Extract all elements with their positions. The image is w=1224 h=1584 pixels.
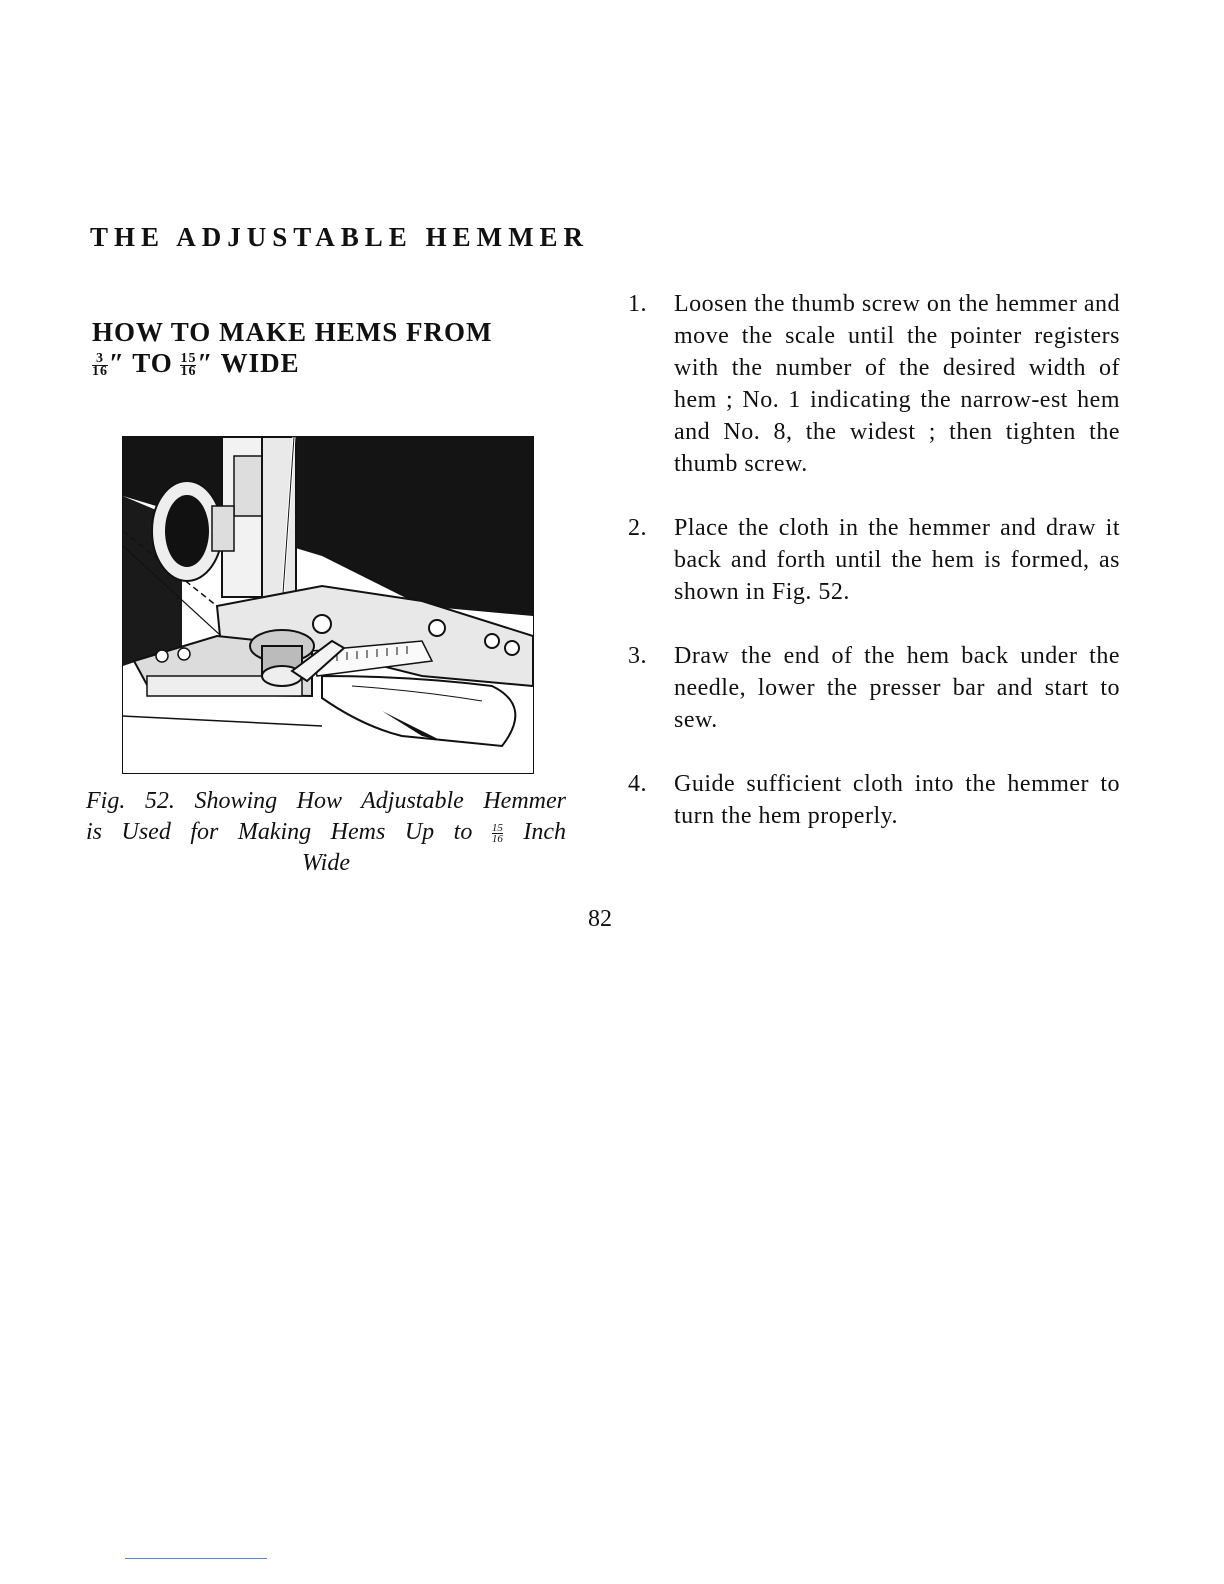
caption-line1: Fig. 52. Showing How Adjustable Hemmer: [86, 788, 566, 814]
step-number: 4.: [628, 771, 647, 797]
section-heading: HOW TO MAKE HEMS FROM $\frac{3}{16}$ ″ TO $\frac{15}{16}$ ″ WIDE: [92, 317, 493, 380]
divider-line: [125, 1558, 267, 1559]
step-item: [628, 768, 1120, 832]
figure-caption: [86, 786, 566, 879]
heading-wide: WIDE: [220, 348, 300, 378]
instruction-steps: [628, 288, 1120, 864]
fraction-fifteen-sixteenths: $\frac{15}{16}$: [180, 351, 197, 380]
step-number: 1.: [628, 291, 647, 317]
caption-fraction: $\frac{15}{16}$: [491, 821, 503, 845]
step-text: Guide sufficient cloth into the hemmer to turn the hem properly.: [674, 771, 1120, 829]
caption-line3: Wide: [302, 850, 350, 876]
step-item: [628, 288, 1120, 480]
step-item: [628, 512, 1120, 608]
page-number: 82: [588, 906, 612, 928]
step-text: Place the cloth in the hemmer and draw it back and forth until the hem is formed, as shown in Fig. 52.: [674, 515, 1120, 605]
figure-52-illustration: [122, 436, 534, 774]
step-item: [628, 640, 1120, 736]
caption-line2: is Used for Making Hems Up to $\frac{15}{16}$ Inch: [86, 819, 567, 845]
step-number: 3.: [628, 643, 647, 669]
page-title: THE ADJUSTABLE HEMMER: [90, 222, 590, 252]
heading-to: TO: [132, 348, 173, 378]
heading-line1: HOW TO MAKE HEMS FROM: [92, 317, 493, 347]
fraction-three-sixteenths: $\frac{3}{16}$: [92, 351, 108, 380]
step-text: Draw the end of the hem back under the needle, lower the presser bar and start to sew.: [674, 643, 1120, 733]
step-text: Loosen the thumb screw on the hemmer and move the scale until the pointer registers with the number of the desired width of hem ; No. 1 indicating the narrow-est hem and No. 8, the widest ; then tighten the thumb screw.: [674, 291, 1120, 477]
step-number: 2.: [628, 515, 647, 541]
